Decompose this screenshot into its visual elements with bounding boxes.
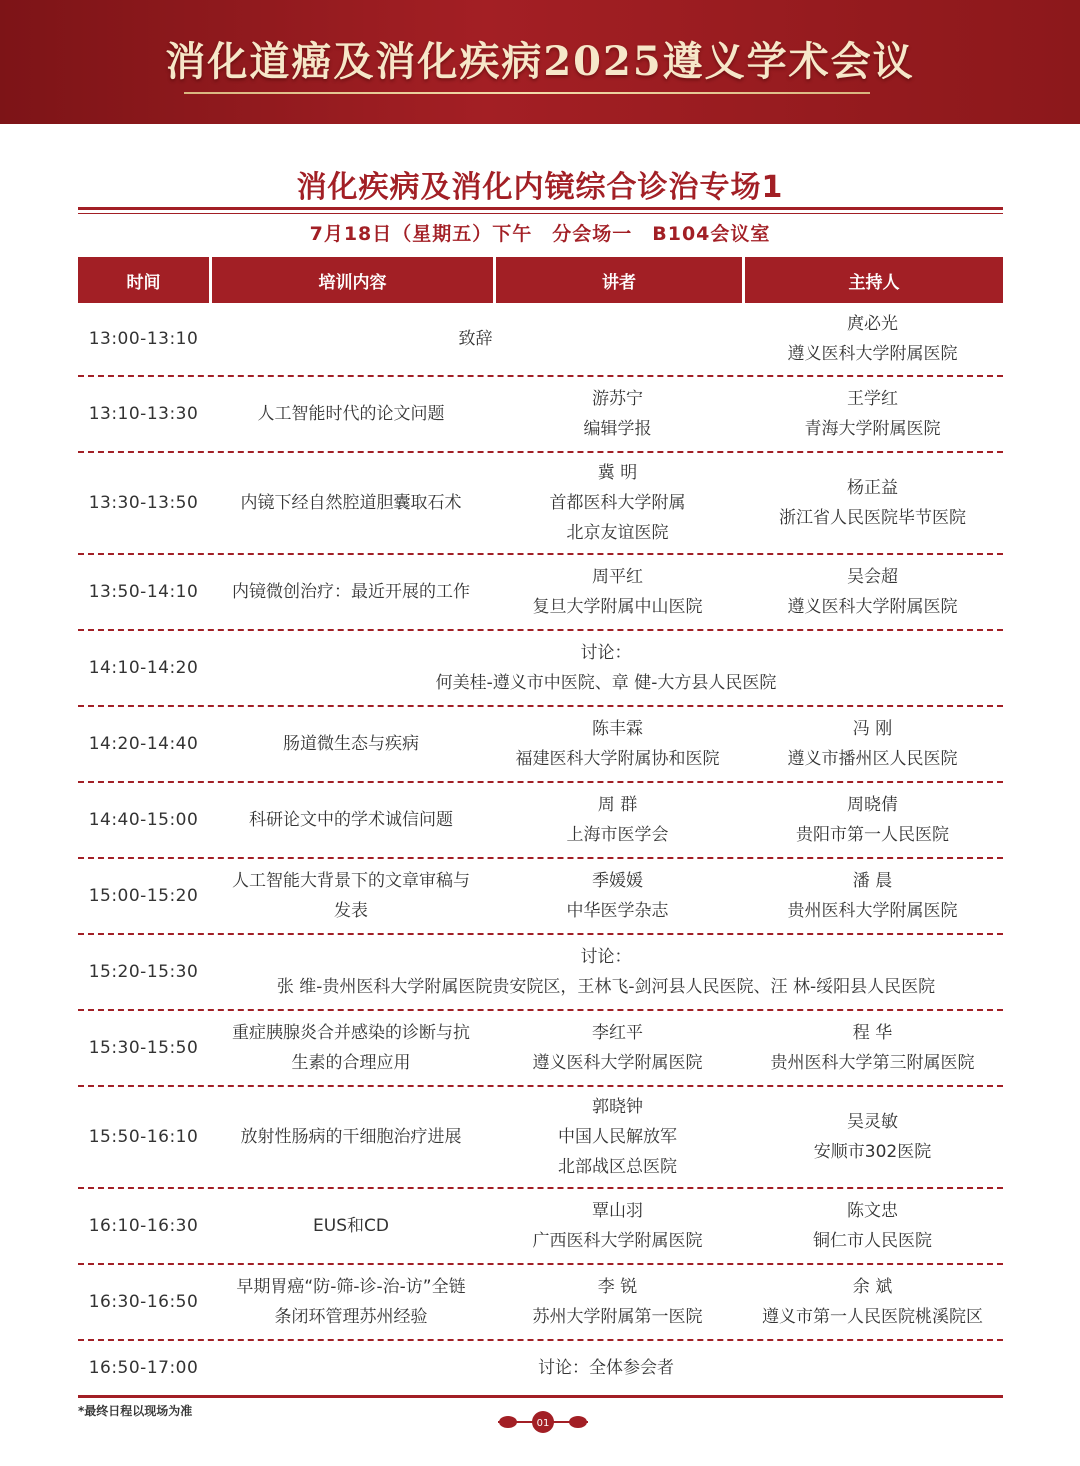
table-row [78, 707, 1003, 783]
table-row [78, 453, 1003, 555]
row-speaker-line: 上海市医学会 [566, 825, 669, 845]
row-host-line: 庹必光 [847, 314, 898, 334]
row-topic-line: 内镜微创治疗：最近开展的工作 [232, 582, 470, 602]
session-info: 7月18日（星期五）下午 分会场一 B104会议室 [309, 223, 771, 245]
row-host-line: 浙江省人民医院毕节医院 [779, 508, 966, 528]
table-row [78, 555, 1003, 631]
row-topic-line: 人工智能大背景下的文章审稿与 [232, 871, 470, 891]
row-time: 14:10-14:20 [88, 658, 199, 678]
row-speaker [493, 1196, 742, 1256]
row-host-line: 吴会超 [847, 567, 898, 587]
row-host-line: 余 斌 [852, 1277, 893, 1297]
row-topic-line: 肠道微生态与疾病 [283, 734, 419, 754]
row-time: 15:00-15:20 [88, 886, 199, 906]
page-number: 01 [536, 1418, 550, 1429]
row-topic-line: EUS和CD [313, 1216, 389, 1236]
row-speaker-line: 苏州大学附属第一医院 [532, 1307, 703, 1327]
row-topic-line: 条闭环管理苏州经验 [274, 1307, 428, 1327]
row-time: 16:30-16:50 [88, 1292, 199, 1312]
row-speaker-line: 广西医科大学附属医院 [532, 1231, 703, 1251]
header-host: 主持人 [745, 257, 1003, 303]
row-topic [209, 805, 493, 835]
row-time: 15:50-16:10 [88, 1127, 199, 1147]
row-speaker [493, 384, 742, 444]
row-host-line: 程 华 [852, 1023, 893, 1043]
row-speaker-line: 陈丰霖 [592, 719, 643, 739]
header-topic: 培训内容 [212, 257, 493, 303]
row-speaker-line: 郭晓钟 [592, 1097, 643, 1117]
row-host [742, 790, 1003, 850]
row-host-line: 王学红 [847, 389, 898, 409]
table-row [78, 1189, 1003, 1265]
title-divider-thick [78, 207, 1003, 210]
header-time: 时间 [78, 257, 209, 303]
row-topic-line: 放射性肠病的干细胞治疗进展 [240, 1127, 462, 1147]
row-speaker-line: 季媛媛 [592, 871, 643, 891]
footnote: *最终日程以现场为准 [78, 1404, 193, 1418]
header-banner [0, 0, 1080, 124]
row-host-line: 冯 刚 [852, 719, 893, 739]
table-row [78, 1341, 1003, 1398]
row-host-line: 铜仁市人民医院 [813, 1231, 932, 1251]
row-discussion-line: 讨论： [580, 643, 632, 663]
row-topic [209, 1018, 493, 1078]
row-time: 14:20-14:40 [88, 734, 199, 754]
table-row [78, 1087, 1003, 1189]
row-host [742, 384, 1003, 444]
row-host-line: 安顺市302医院 [813, 1142, 932, 1162]
row-topic-line: 科研论文中的学术诚信问题 [249, 810, 453, 830]
row-host [742, 866, 1003, 926]
session-title: 消化疾病及消化内镜综合诊治专场1 [296, 170, 784, 205]
row-topic [209, 729, 493, 759]
row-host-line: 青海大学附属医院 [804, 419, 941, 439]
row-host [742, 1107, 1003, 1167]
row-speaker [493, 1018, 742, 1078]
row-host [742, 1272, 1003, 1332]
row-time: 16:10-16:30 [88, 1216, 199, 1236]
row-topic-line: 生素的合理应用 [291, 1053, 411, 1073]
row-speaker [493, 866, 742, 926]
schedule-table [78, 303, 1003, 1398]
row-host-line: 遵义市播州区人民医院 [787, 749, 958, 769]
table-row [78, 631, 1003, 707]
row-speaker [493, 714, 742, 774]
table-row [78, 303, 1003, 377]
table-header [78, 257, 1003, 303]
row-time: 14:40-15:00 [88, 810, 199, 830]
row-time: 16:50-17:00 [88, 1358, 199, 1378]
table-row [78, 377, 1003, 453]
row-discussion-line: 张 维-贵州医科大学附属医院贵安院区，王林飞-剑河县人民医院、汪 林-绥阳县人民医院 [276, 977, 936, 997]
row-speaker [493, 458, 742, 548]
row-host-line: 遵义医科大学附属医院 [787, 344, 958, 364]
row-topic [209, 577, 493, 607]
row-speaker-line: 覃山羽 [592, 1201, 643, 1221]
row-time: 13:30-13:50 [88, 493, 199, 513]
row-time: 13:10-13:30 [88, 404, 199, 424]
row-speaker-line: 编辑学报 [583, 419, 652, 439]
row-speaker-line: 周平红 [592, 567, 643, 587]
row-time: 13:50-14:10 [88, 582, 199, 602]
row-time: 15:30-15:50 [88, 1038, 199, 1058]
header-speaker: 讲者 [496, 257, 742, 303]
row-speaker-line: 北部战区总医院 [558, 1157, 677, 1177]
row-speaker-line: 北京友谊医院 [566, 523, 669, 543]
row-host [742, 562, 1003, 622]
row-host [742, 473, 1003, 533]
row-speaker [493, 1272, 742, 1332]
row-speaker-line: 冀 明 [597, 463, 638, 483]
row-topic [209, 866, 493, 926]
row-topic [209, 399, 493, 429]
row-time: 15:20-15:30 [88, 962, 199, 982]
row-host-line: 贵阳市第一人民医院 [796, 825, 949, 845]
row-host [742, 1018, 1003, 1078]
row-topic-line: 早期胃癌“防-筛-诊-治-访”全链 [236, 1277, 466, 1297]
row-host-line: 遵义医科大学附属医院 [787, 597, 958, 617]
row-topic [209, 324, 742, 354]
table-row [78, 1011, 1003, 1087]
row-discussion [209, 942, 1003, 1002]
row-time: 13:00-13:10 [88, 329, 199, 349]
row-topic [209, 1272, 493, 1332]
row-topic-line: 致辞 [458, 329, 493, 349]
row-discussion [209, 1353, 1003, 1383]
row-topic-line: 重症胰腺炎合并感染的诊断与抗 [232, 1023, 470, 1043]
row-topic-line: 发表 [334, 901, 368, 921]
row-host-line: 杨正益 [847, 478, 898, 498]
row-speaker-line: 中国人民解放军 [558, 1127, 677, 1147]
row-topic [209, 1122, 493, 1152]
row-discussion-line: 何美桂-遵义市中医院、章 健-大方县人民医院 [435, 673, 777, 693]
row-speaker-line: 福建医科大学附属协和医院 [515, 749, 720, 769]
row-topic [209, 1211, 493, 1241]
row-host-line: 陈文忠 [847, 1201, 898, 1221]
row-speaker-line: 中华医学杂志 [566, 901, 669, 921]
row-speaker-line: 复旦大学附属中山医院 [532, 597, 703, 617]
row-speaker-line: 李 锐 [597, 1277, 638, 1297]
row-topic-line: 人工智能时代的论文问题 [257, 404, 445, 424]
row-host [742, 309, 1003, 369]
table-row [78, 859, 1003, 935]
title-divider-thin [78, 213, 1003, 214]
row-host-line: 潘 晨 [852, 871, 893, 891]
row-speaker-line: 首都医科大学附属 [549, 493, 686, 513]
page-number-badge [498, 1411, 588, 1433]
row-speaker [493, 1092, 742, 1182]
row-host-line: 遵义市第一人民医院桃溪院区 [762, 1307, 983, 1327]
row-host [742, 714, 1003, 774]
table-row [78, 935, 1003, 1011]
row-speaker [493, 562, 742, 622]
row-speaker-line: 周 群 [597, 795, 638, 815]
table-row [78, 1265, 1003, 1341]
banner-divider [184, 92, 870, 94]
conference-title: 消化道癌及消化疾病2025遵义学术会议 [165, 38, 915, 85]
row-discussion-line: 讨论：全体参会者 [538, 1358, 674, 1378]
row-speaker [493, 790, 742, 850]
row-host [742, 1196, 1003, 1256]
row-discussion [209, 638, 1003, 698]
row-speaker-line: 李红平 [592, 1023, 643, 1043]
row-host-line: 周晓倩 [847, 795, 898, 815]
row-speaker-line: 游苏宁 [592, 389, 643, 409]
row-topic-line: 内镜下经自然腔道胆囊取石术 [240, 493, 462, 513]
row-host-line: 贵州医科大学第三附属医院 [770, 1053, 975, 1073]
row-topic [209, 488, 493, 518]
row-speaker-line: 遵义医科大学附属医院 [532, 1053, 703, 1073]
row-discussion-line: 讨论： [580, 947, 632, 967]
table-row [78, 783, 1003, 859]
row-host-line: 吴灵敏 [847, 1112, 898, 1132]
row-host-line: 贵州医科大学附属医院 [787, 901, 958, 921]
